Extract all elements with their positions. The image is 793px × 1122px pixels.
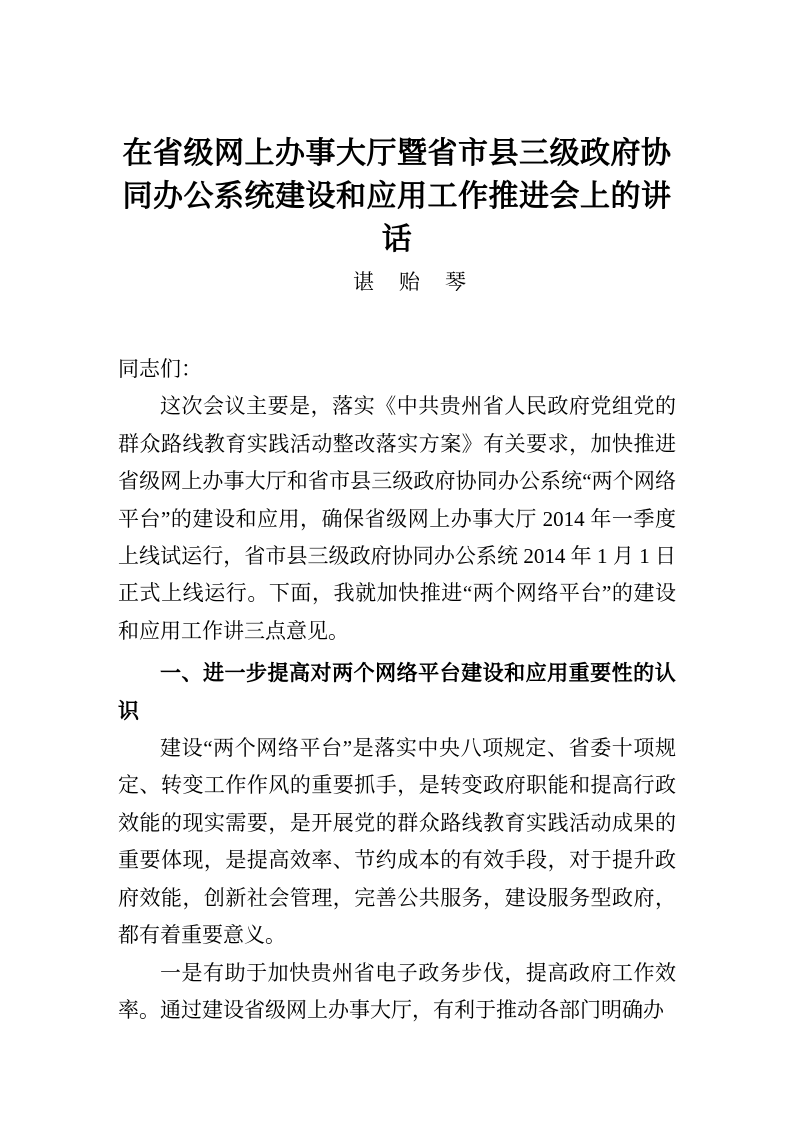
document-body [118, 351, 676, 1029]
document-title: 在省级网上办事大厅暨省市县三级政府协同办公系统建设和应用工作推进会上的讲话 [122, 137, 672, 256]
author-name: 谌贻琴 [353, 270, 491, 294]
paragraph-intro: 这次会议主要是，落实《中共贵州省人民政府党组党的群众路线教育实践活动整改落实方案》有关要求，加快推进省级网上办事大厅和省市县三级政府协同办公系统“两个网络平台”的建设和应用，确保省级网上办事大厅 2014 年一季度上线试运行，省市县三级政府协同办公系统 2014 年 1 月 1 日正式上线运行。下面，我就加快推进“两个网络平台”的建设和应用工作讲三点意见。 [118, 394, 676, 643]
section-heading-1: 一、进一步提高对两个网络平台建设和应用重要性的认识 [118, 662, 676, 723]
paragraph-importance: 建设“两个网络平台”是落实中央八项规定、省委十项规定、转变工作作风的重要抓手，是转变政府职能和提高行政效能的现实需要，是开展党的群众路线教育实践活动成果的重要体现，是提高效率、节约成本的有效手段，对于提升政府效能，创新社会管理，完善公共服务，建设服务型政府，都有着重要意义。 [118, 736, 676, 948]
salutation-line: 同志们： [118, 357, 202, 381]
paragraph-point-one: 一是有助于加快贵州省电子政务步伐，提高政府工作效率。通过建设省级网上办事大厅，有利于推动各部门明确办 [118, 960, 676, 1022]
